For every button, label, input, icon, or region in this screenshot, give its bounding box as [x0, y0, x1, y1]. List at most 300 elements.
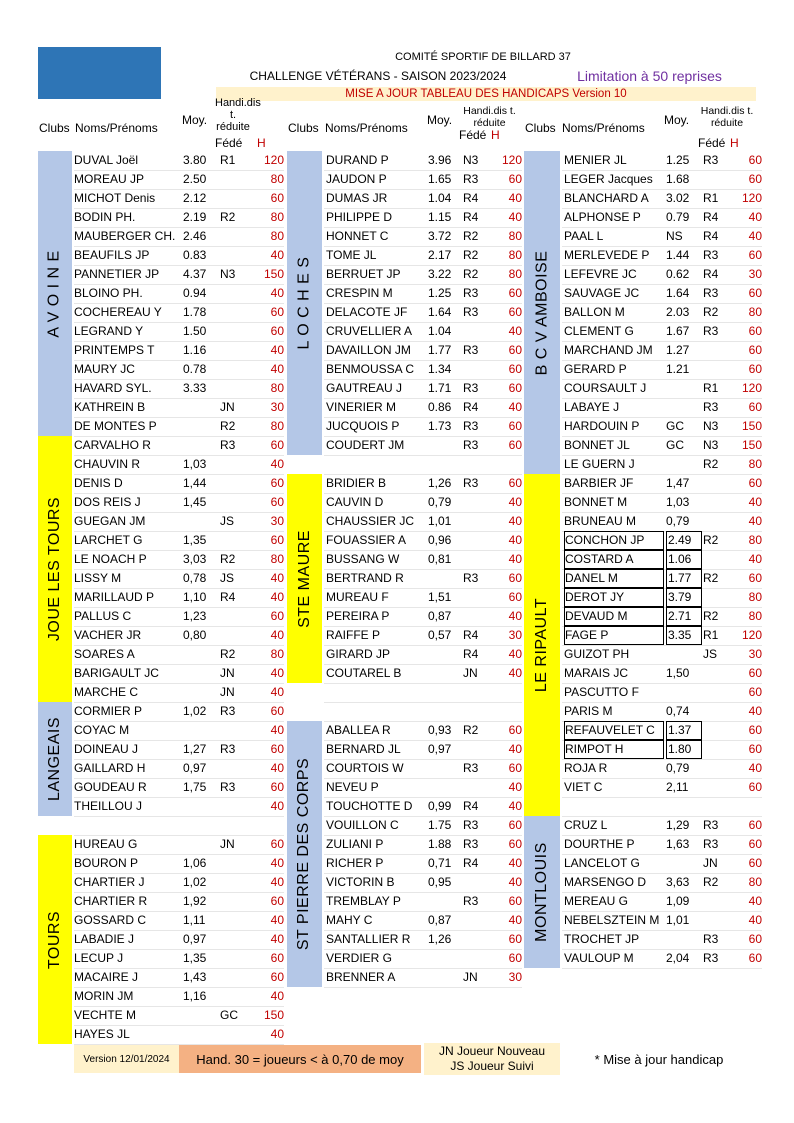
player-name: CAUVIN D	[326, 495, 384, 509]
col-header-clubs: Clubs	[288, 121, 319, 135]
player-row	[324, 379, 522, 399]
player-row	[324, 683, 522, 703]
player-federal-rank: R4	[463, 856, 479, 870]
player-row	[562, 930, 762, 950]
player-row	[324, 284, 522, 304]
player-row	[324, 531, 522, 551]
player-row	[74, 835, 284, 855]
player-handicap: 60	[508, 286, 522, 300]
player-average: 1,35	[183, 533, 207, 547]
player-handicap: 60	[508, 837, 522, 851]
player-row	[562, 702, 762, 722]
player-federal-rank: R4	[463, 647, 479, 661]
player-name: DOURTHE P	[564, 837, 635, 851]
player-name: PHILIPPE D	[326, 210, 393, 224]
player-handicap: 60	[270, 533, 284, 547]
player-handicap: 40	[508, 400, 522, 414]
player-name: DURAND P	[326, 153, 389, 167]
player-federal-rank: JN	[220, 837, 235, 851]
player-row	[74, 189, 284, 209]
player-row	[324, 246, 522, 266]
player-federal-rank: R2	[703, 457, 719, 471]
player-federal-rank: R2	[220, 647, 236, 661]
player-row	[324, 208, 522, 228]
player-name: MARCHAND JM	[564, 343, 653, 357]
player-name: BERRUET JP	[326, 267, 401, 281]
player-row	[324, 778, 522, 798]
player-name: DOINEAU J	[74, 742, 139, 756]
player-federal-rank: R3	[703, 400, 719, 414]
player-row	[562, 588, 762, 608]
player-name: SANTALLIER R	[326, 932, 411, 946]
player-row	[562, 816, 762, 836]
player-handicap: 60	[508, 590, 522, 604]
player-name: LANCELOT G	[564, 856, 640, 870]
col-header-fede: Fédé	[459, 128, 487, 142]
player-name: MARAIS JC	[564, 666, 629, 680]
player-name: GAILLARD H	[74, 761, 146, 775]
player-name: TROCHET JP	[564, 932, 640, 946]
player-handicap: 40	[270, 856, 284, 870]
player-federal-rank: JS	[703, 647, 718, 661]
player-handicap: 80	[508, 248, 522, 262]
player-average: 1,03	[183, 457, 207, 471]
player-handicap: 60	[270, 191, 284, 205]
player-federal-rank: R3	[703, 324, 719, 338]
player-row	[562, 512, 762, 532]
player-federal-rank: JN	[703, 856, 718, 870]
player-row	[74, 968, 284, 988]
player-row	[562, 759, 762, 779]
player-name: LE NOACH P	[74, 552, 147, 566]
player-average: 3.80	[183, 153, 207, 167]
player-federal-rank: JN	[463, 666, 478, 680]
player-name: BRENNER A	[326, 970, 396, 984]
player-handicap: 60	[270, 970, 284, 984]
player-handicap: 40	[508, 191, 522, 205]
player-federal-rank: R1	[703, 381, 719, 395]
club-tours: TOURS	[38, 835, 72, 1044]
player-average: 2.71	[666, 607, 702, 626]
player-row	[562, 683, 762, 703]
player-handicap: 40	[508, 647, 522, 661]
col-header-handi: Handi.dis t. réduite	[215, 97, 261, 133]
player-row	[74, 759, 284, 779]
player-average: 0.62	[666, 267, 690, 281]
player-handicap: 40	[748, 704, 762, 718]
player-handicap: 40	[270, 761, 284, 775]
player-handicap: 40	[508, 856, 522, 870]
player-row	[74, 531, 284, 551]
player-name: BERTRAND R	[326, 571, 404, 585]
player-row	[74, 778, 284, 798]
player-row	[74, 911, 284, 931]
player-name: MERLEVEDE P	[564, 248, 650, 262]
player-average: 1,51	[428, 590, 452, 604]
player-name: BRUNEAU M	[564, 514, 637, 528]
col-header-moy: Moy.	[182, 113, 208, 127]
player-handicap: 60	[748, 248, 762, 262]
player-average: 1,02	[183, 875, 207, 889]
player-row	[562, 417, 762, 437]
player-average: 1.27	[666, 343, 690, 357]
player-average: 1,92	[183, 894, 207, 908]
player-name: COCHEREAU Y	[74, 305, 162, 319]
player-average: 3.35	[666, 626, 702, 645]
player-federal-rank: R3	[463, 476, 479, 490]
player-name: GERARD P	[564, 362, 627, 376]
player-average: 1.25	[428, 286, 452, 300]
handicap-sheet	[38, 47, 762, 1076]
player-handicap: 60	[748, 343, 762, 357]
player-handicap: 60	[270, 305, 284, 319]
player-handicap: 40	[508, 552, 522, 566]
player-handicap: 80	[508, 267, 522, 281]
player-row	[324, 873, 522, 893]
player-average: 3.79	[666, 588, 702, 607]
player-average: 1.44	[666, 248, 690, 262]
player-handicap: 60	[508, 362, 522, 376]
player-name: MENIER JL	[564, 153, 627, 167]
player-name: COURSAULT J	[564, 381, 647, 395]
player-federal-rank: R4	[220, 590, 236, 604]
player-average: 1,01	[666, 913, 690, 927]
player-name: NEVEU P	[326, 780, 379, 794]
player-handicap: 60	[508, 761, 522, 775]
col-header-h: H	[730, 136, 739, 150]
update-title: MISE A JOUR TABLEAU DES HANDICAPS Version 10	[216, 87, 756, 101]
player-average: 1,26	[428, 476, 452, 490]
player-row	[74, 227, 284, 247]
player-name: SOARES A	[74, 647, 135, 661]
player-average: 1,43	[183, 970, 207, 984]
player-handicap: 60	[270, 476, 284, 490]
player-federal-rank: JN	[220, 400, 235, 414]
player-row	[562, 778, 762, 798]
player-average: 1.67	[666, 324, 690, 338]
player-handicap: 40	[748, 495, 762, 509]
player-name: TREMBLAY P	[326, 894, 401, 908]
player-federal-rank: R3	[463, 305, 479, 319]
player-handicap: 60	[270, 704, 284, 718]
player-federal-rank: R4	[703, 267, 719, 281]
reprise-limit: Limitation à 50 reprises	[577, 68, 722, 84]
player-name: REFAUVELET C	[564, 721, 664, 740]
player-average: 1,01	[428, 514, 452, 528]
player-federal-rank: N3	[463, 153, 479, 167]
player-federal-rank: R3	[703, 837, 719, 851]
player-name: COYAC M	[74, 723, 130, 737]
player-federal-rank: R2	[703, 609, 719, 623]
player-handicap: 40	[508, 780, 522, 794]
player-federal-rank: R3	[703, 248, 719, 262]
player-name: MACAIRE J	[74, 970, 139, 984]
player-name: VICTORIN B	[326, 875, 395, 889]
player-name: CORMIER P	[74, 704, 143, 718]
player-handicap: 40	[748, 552, 762, 566]
player-average: 3.22	[428, 267, 452, 281]
player-name: DELACOTE JF	[326, 305, 408, 319]
player-average: 1,29	[666, 818, 690, 832]
player-row	[562, 398, 762, 418]
player-row	[562, 303, 762, 323]
player-name: BUSSANG W	[326, 552, 400, 566]
player-row	[74, 1025, 284, 1045]
player-average: 2.50	[183, 172, 207, 186]
player-handicap: 120	[501, 153, 522, 167]
player-handicap: 60	[748, 400, 762, 414]
player-name: GOUDEAU R	[74, 780, 147, 794]
player-row	[74, 740, 284, 760]
player-name: PEREIRA P	[326, 609, 390, 623]
player-row	[74, 702, 284, 722]
player-average: 1,27	[183, 742, 207, 756]
player-handicap: 40	[508, 533, 522, 547]
player-federal-rank: N3	[703, 438, 719, 452]
player-average: 0,80	[183, 628, 207, 642]
col-header-names: Noms/Prénoms	[75, 121, 158, 135]
player-average: 2,04	[666, 951, 690, 965]
player-name: BOURON P	[74, 856, 139, 870]
player-federal-rank: R3	[463, 438, 479, 452]
player-row	[324, 968, 522, 988]
player-name: RIMPOT H	[564, 740, 664, 759]
player-row	[562, 360, 762, 380]
player-name: GIRARD JP	[326, 647, 391, 661]
player-handicap: 40	[508, 799, 522, 813]
player-row	[562, 569, 762, 589]
player-row	[562, 854, 762, 874]
player-name: RICHER P	[326, 856, 384, 870]
player-handicap: 80	[270, 381, 284, 395]
player-name: ROJA R	[564, 761, 608, 775]
player-row	[324, 170, 522, 190]
player-name: CRUVELLIER A	[326, 324, 413, 338]
player-name: LE GUERN J	[564, 457, 635, 471]
player-average: 1,26	[428, 932, 452, 946]
player-federal-rank: JN	[220, 666, 235, 680]
player-row	[74, 512, 284, 532]
player-row	[324, 550, 522, 570]
player-average: 0.78	[183, 362, 207, 376]
player-handicap: 40	[270, 248, 284, 262]
player-average: 0.79	[666, 210, 690, 224]
player-row	[74, 854, 284, 874]
player-name: LABADIE J	[74, 932, 135, 946]
player-handicap: 80	[270, 229, 284, 243]
player-federal-rank: R1	[703, 628, 719, 642]
player-name: GUEGAN JM	[74, 514, 146, 528]
player-row	[74, 322, 284, 342]
player-handicap: 60	[508, 343, 522, 357]
player-row	[324, 816, 522, 836]
player-average: 3,63	[666, 875, 690, 889]
player-handicap: 120	[741, 191, 762, 205]
player-federal-rank: R3	[220, 438, 236, 452]
player-average: 0,97	[428, 742, 452, 756]
player-row	[562, 835, 762, 855]
player-name: FAGE P	[564, 626, 664, 645]
player-name: VAULOUP M	[564, 951, 634, 965]
player-federal-rank: R3	[463, 419, 479, 433]
player-row	[562, 531, 762, 551]
player-name: BLOINO PH.	[74, 286, 143, 300]
player-federal-rank: R2	[463, 229, 479, 243]
col-header-names: Noms/Prénoms	[325, 121, 408, 135]
player-handicap: 40	[270, 666, 284, 680]
player-federal-rank: R4	[463, 210, 479, 224]
player-name: LEGER Jacques	[564, 172, 653, 186]
club-avoine: A V O I N E	[38, 151, 72, 436]
player-handicap: 60	[748, 685, 762, 699]
player-name: COSTARD A	[564, 550, 664, 569]
player-row	[74, 246, 284, 266]
player-name: CRUZ L	[564, 818, 608, 832]
player-name: PASCUTTO F	[564, 685, 639, 699]
player-row	[562, 550, 762, 570]
player-name: MAUBERGER CH.	[74, 229, 176, 243]
legend-jn-js	[424, 1043, 560, 1075]
player-name: GAUTREAU J	[326, 381, 403, 395]
player-row	[74, 303, 284, 323]
player-name: LARCHET G	[74, 533, 143, 547]
player-average: 0,78	[183, 571, 207, 585]
player-name: MARILLAUD P	[74, 590, 155, 604]
player-average: NS	[666, 229, 683, 243]
player-row	[324, 721, 522, 741]
player-handicap: 40	[270, 343, 284, 357]
player-name: DEROT JY	[564, 588, 664, 607]
player-average: 1.16	[183, 343, 207, 357]
player-handicap: 40	[748, 210, 762, 224]
player-row	[74, 360, 284, 380]
player-federal-rank: R4	[703, 210, 719, 224]
col-header-moy: Moy.	[427, 113, 453, 127]
col-header-h: H	[491, 128, 500, 142]
player-average: 0,97	[183, 761, 207, 775]
player-name: COUTAREL B	[326, 666, 402, 680]
player-handicap: 40	[508, 495, 522, 509]
player-handicap: 40	[270, 875, 284, 889]
player-average: 2.49	[666, 531, 702, 550]
player-row	[324, 189, 522, 209]
player-row	[74, 265, 284, 285]
player-average: 1,09	[666, 894, 690, 908]
player-handicap: 80	[270, 172, 284, 186]
player-name: VACHER JR	[74, 628, 142, 642]
player-row	[324, 588, 522, 608]
player-federal-rank: R4	[463, 400, 479, 414]
player-row	[324, 341, 522, 361]
player-name: PANNETIER JP	[74, 267, 160, 281]
player-name: DUMAS JR	[326, 191, 388, 205]
col-header-moy: Moy.	[664, 113, 690, 127]
player-row	[324, 493, 522, 513]
player-row	[324, 417, 522, 437]
player-federal-rank: N3	[703, 419, 719, 433]
player-handicap: 80	[748, 875, 762, 889]
player-row	[74, 607, 284, 627]
player-average: 0,96	[428, 533, 452, 547]
player-name: MAHY C	[326, 913, 373, 927]
player-row	[74, 987, 284, 1007]
player-handicap: 80	[270, 647, 284, 661]
player-row	[324, 455, 522, 475]
committee-title: COMITÉ SPORTIF DE BILLARD 37	[395, 51, 571, 63]
player-name: PRINTEMPS T	[74, 343, 155, 357]
player-handicap: 60	[748, 742, 762, 756]
player-average: 1,44	[183, 476, 207, 490]
player-handicap: 60	[508, 419, 522, 433]
player-handicap: 60	[508, 951, 522, 965]
player-federal-rank: R2	[463, 248, 479, 262]
player-row	[562, 455, 762, 475]
col-header-clubs: Clubs	[525, 121, 556, 135]
player-handicap: 40	[270, 1027, 284, 1041]
player-row	[562, 797, 762, 817]
player-handicap: 30	[270, 514, 284, 528]
player-name: LEGRAND Y	[74, 324, 144, 338]
player-handicap: 40	[270, 362, 284, 376]
player-federal-rank: R3	[463, 286, 479, 300]
player-handicap: 60	[270, 780, 284, 794]
player-handicap: 40	[270, 989, 284, 1003]
player-row	[562, 246, 762, 266]
player-federal-rank: R3	[703, 818, 719, 832]
player-row	[74, 550, 284, 570]
player-handicap: 40	[748, 761, 762, 775]
player-handicap: 60	[508, 305, 522, 319]
player-row	[562, 379, 762, 399]
player-federal-rank: R2	[220, 419, 236, 433]
player-handicap: 80	[748, 533, 762, 547]
player-row	[324, 436, 522, 456]
player-average: 0,79	[666, 761, 690, 775]
player-handicap: 80	[270, 419, 284, 433]
player-row	[324, 645, 522, 665]
player-row	[74, 949, 284, 969]
player-federal-rank: R3	[463, 837, 479, 851]
player-handicap: 40	[270, 628, 284, 642]
player-name: TOME JL	[326, 248, 377, 262]
player-handicap: 40	[508, 609, 522, 623]
player-name: HONNET C	[326, 229, 389, 243]
player-average: 0,93	[428, 723, 452, 737]
player-federal-rank: R2	[703, 305, 719, 319]
player-handicap: 60	[270, 894, 284, 908]
player-average: 1.80	[666, 740, 702, 759]
col-header-fede: Fédé	[215, 136, 243, 150]
player-handicap: 60	[748, 324, 762, 338]
player-average: 0,87	[428, 609, 452, 623]
player-name: BODIN PH.	[74, 210, 136, 224]
challenge-title: CHALLENGE VÉTÉRANS - SAISON 2023/2024	[249, 69, 507, 83]
player-federal-rank: R1	[220, 153, 236, 167]
player-row	[562, 227, 762, 247]
player-row	[324, 797, 522, 817]
player-row	[562, 607, 762, 627]
player-federal-rank: R3	[463, 818, 479, 832]
player-handicap: 60	[748, 818, 762, 832]
club-langeais: LANGEAIS	[38, 702, 72, 816]
player-name: MOREAU JP	[74, 172, 145, 186]
player-name: JUCQUOIS P	[326, 419, 400, 433]
player-handicap: 30	[508, 970, 522, 984]
player-name: BARIGAULT JC	[74, 666, 159, 680]
player-handicap: 150	[263, 267, 284, 281]
player-handicap: 60	[748, 362, 762, 376]
player-name: VINERIER M	[326, 400, 397, 414]
